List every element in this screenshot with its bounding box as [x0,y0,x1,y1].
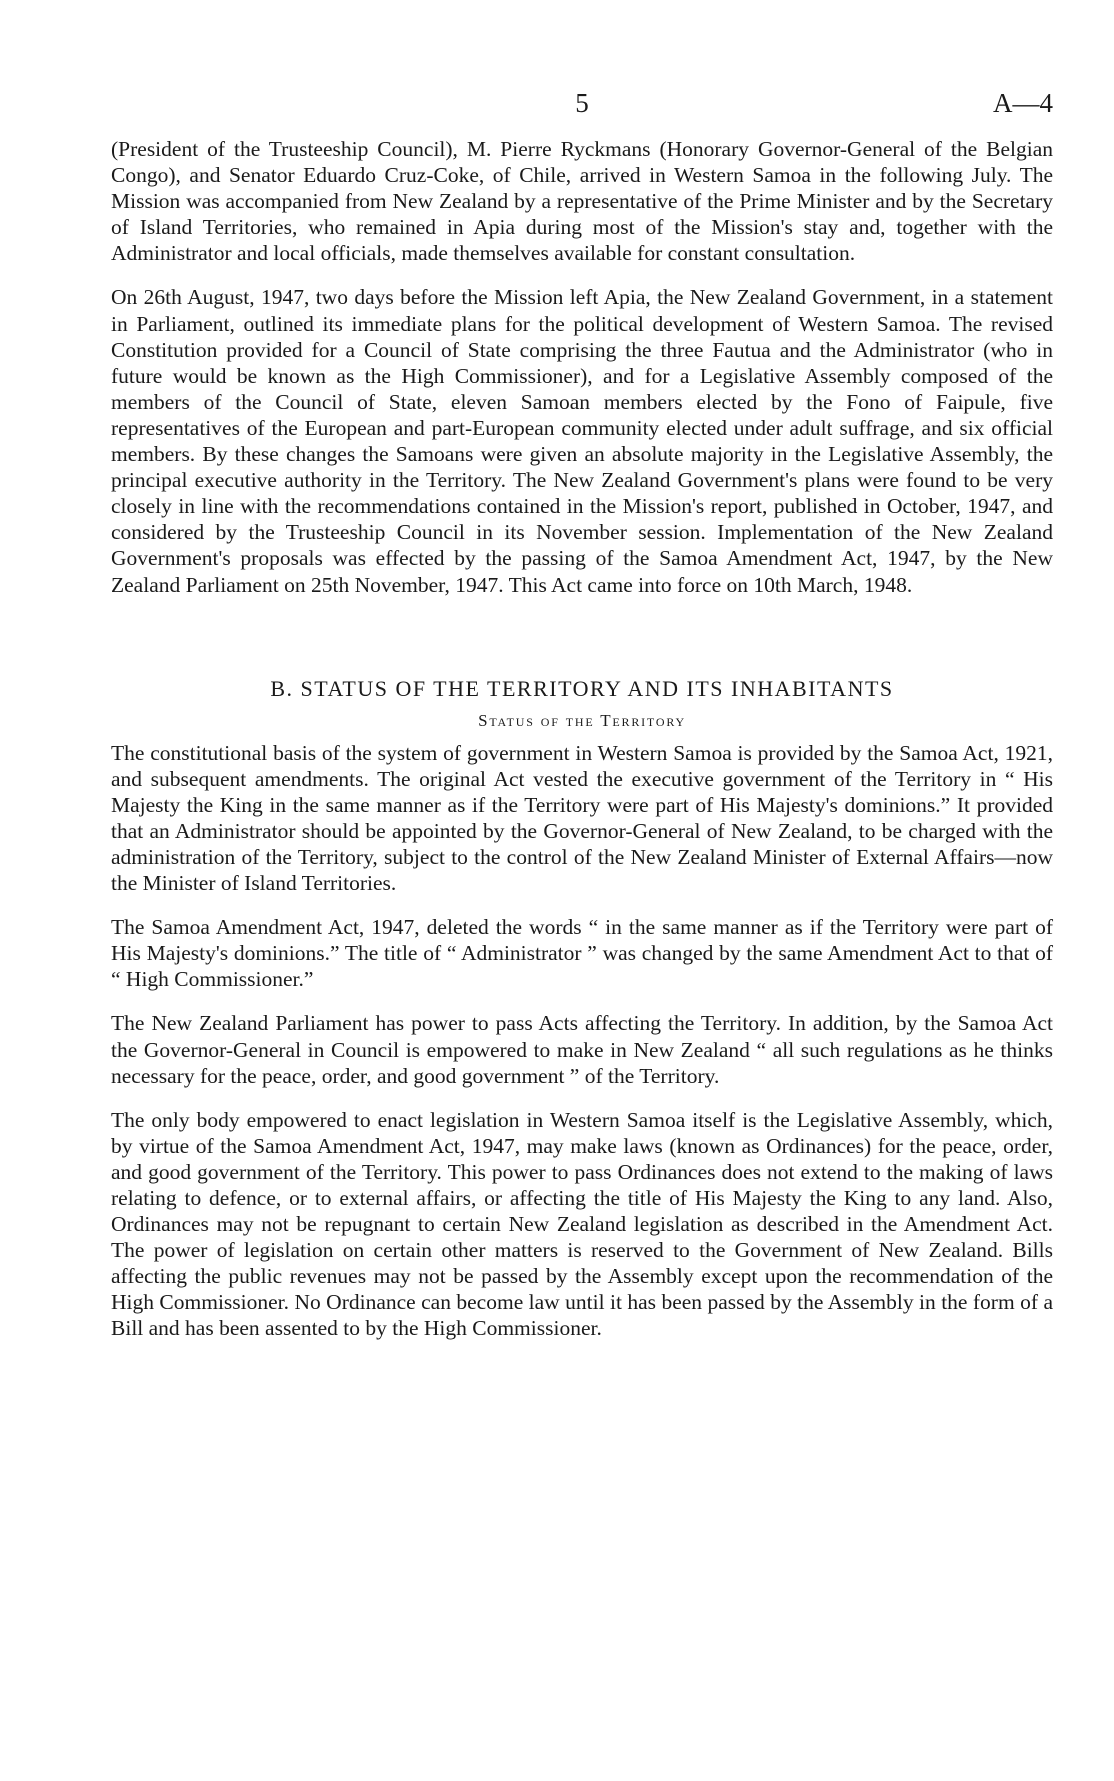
paragraph-section-2: The Samoa Amendment Act, 1947, deleted the words “ in the same manner as if the Territory were part of His Majesty's dominions.” The title of “ Administrator ” was changed by the same Amendment Act to that of “ High Commissioner.” [111,915,1053,992]
section-subheading: Status of the Territory [478,710,686,730]
page-number: 5 [575,88,589,118]
document-code: A—4 [993,88,1053,118]
paragraph-section-1: The constitutional basis of the system of government in Western Samoa is provided by the Samoa Act, 1921, and subsequent amendments. The original Act vested the executive government of the Territory in “ His Majesty the King in the same manner as if the Territory were part of His Majesty's dominions.” It provided that an Administrator should be appointed by the Governor-General of New Zealand, to be charged with the administration of the Territory, subject to the control of the New Zealand Minister of External Affairs—now the Minister of Island Territories. [111,740,1053,896]
section-heading: B. STATUS OF THE TERRITORY AND ITS INHABITANTS [270,675,894,701]
paragraph-section-4: The only body empowered to enact legislation in Western Samoa itself is the Legislative Assembly, which, by virtue of the Samoa Amendment Act, 1947, may make laws (known as Ordinances) for the peace, order, and good government of the Territory. This power to pass Ordinances does not extend to the making of laws relating to defence, or to external affairs, or affecting the title of His Majesty the King to any land. Also, Ordinances may not be repugnant to certain New Zealand legislation as described in the Amendment Act. The power of legislation on certain other matters is reserved to the Government of New Zealand. Bills affecting the public revenues may not be passed by the Assembly except upon the recommendation of the High Commissioner. No Ordinance can become law until it has been passed by the Assembly in the form of a Bill and has been assented to by the High Commissioner. [111,1107,1053,1341]
page-content [111,86,1053,1342]
paragraph-intro-2: On 26th August, 1947, two days before the Mission left Apia, the New Zealand Government, in a statement in Parliament, outlined its immediate plans for the political development of Western Samoa. The revised Constitution provided for a Council of State comprising the three Fautua and the Administrator (who in future would be known as the High Commissioner), and for a Legislative Assembly composed of the members of the Council of State, eleven Samoan members elected by the Fono of Faipule, five representatives of the European and part-European community elected under adult suffrage, and six official members. By these changes the Samoans were given an absolute majority in the Legislative Assembly, the principal executive authority in the Territory. The New Zealand Government's plans were found to be very closely in line with the recommendations contained in the Mission's report, published in October, 1947, and considered by the Trusteeship Council in its November session. Implementation of the New Zealand Government's proposals was effected by the passing of the Samoa Amendment Act, 1947, by the New Zealand Parliament on 25th November, 1947. This Act came into force on 10th March, 1948. [111,285,1053,597]
paragraph-intro-1: (President of the Trusteeship Council), M. Pierre Ryckmans (Honorary Governor-General of the Belgian Congo), and Senator Eduardo Cruz-Coke, of Chile, arrived in Western Samoa in the following July. The Mission was accompanied from New Zealand by a representative of the Prime Minister and by the Secretary of Island Territories, who remained in Apia during most of the Mission's stay and, together with the Administrator and local officials, made themselves available for constant consultation. [111,137,1053,266]
page-header [111,86,1053,136]
paragraph-section-3: The New Zealand Parliament has power to pass Acts affecting the Territory. In addition, by the Samoa Act the Governor-General in Council is empowered to make in New Zealand “ all such regulations as he thinks necessary for the peace, order, and good government ” of the Territory. [111,1011,1053,1088]
